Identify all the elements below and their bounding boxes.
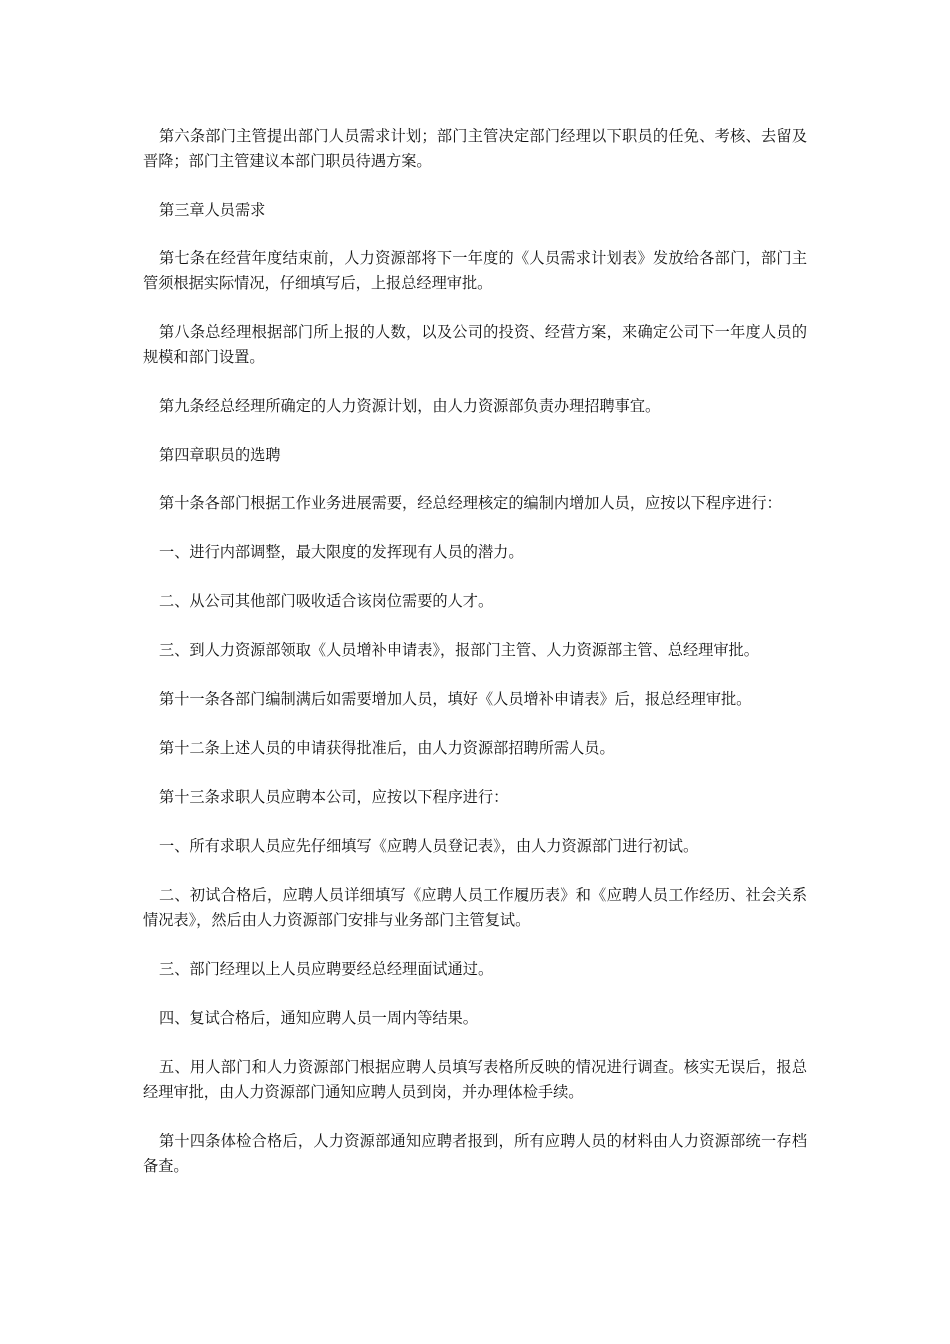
document-page: [143, 124, 807, 1203]
article-8: 第八条总经理根据部门所上报的人数，以及公司的投资、经营方案，来确定公司下一年度人员的规模和部门设置。: [143, 323, 807, 366]
chapter-4-heading: 第四章职员的选聘: [159, 446, 281, 464]
article-14: 第十四条体检合格后，人力资源部通知应聘者报到，所有应聘人员的材料由人力资源部统一存档备查。: [143, 1132, 807, 1175]
article-10-item-2: 二、从公司其他部门吸收适合该岗位需要的人才。: [159, 592, 494, 610]
article-12: 第十二条上述人员的申请获得批准后，由人力资源部招聘所需人员。: [159, 739, 615, 757]
article-13-item-2: 二、初试合格后，应聘人员详细填写《应聘人员工作履历表》和《应聘人员工作经历、社会关系情况表》，然后由人力资源部门安排与业务部门主管复试。: [143, 886, 807, 929]
article-10-item-3: 三、到人力资源部领取《人员增补申请表》，报部门主管、人力资源部主管、总经理审批。: [159, 641, 759, 659]
article-10-item-1: 一、进行内部调整，最大限度的发挥现有人员的潜力。: [159, 543, 524, 561]
article-13-item-1: 一、所有求职人员应先仔细填写《应聘人员登记表》，由人力资源部门进行初试。: [159, 837, 699, 855]
article-11: 第十一条各部门编制满后如需要增加人员，填好《人员增补申请表》后，报总经理审批。: [159, 690, 752, 708]
article-6: 第六条部门主管提出部门人员需求计划；部门主管决定部门经理以下职员的任免、考核、去留及晋降；部门主管建议本部门职员待遇方案。: [143, 127, 807, 170]
article-7: 第七条在经营年度结束前，人力资源部将下一年度的《人员需求计划表》发放给各部门，部门主管须根据实际情况，仔细填写后，上报总经理审批。: [143, 249, 807, 292]
chapter-3-heading: 第三章人员需求: [159, 201, 266, 219]
article-13-item-4: 四、复试合格后，通知应聘人员一周内等结果。: [159, 1009, 478, 1027]
article-13: 第十三条求职人员应聘本公司，应按以下程序进行：: [159, 788, 509, 806]
article-9: 第九条经总经理所确定的人力资源计划，由人力资源部负责办理招聘事宜。: [159, 397, 661, 415]
article-10: 第十条各部门根据工作业务进展需要，经总经理核定的编制内增加人员，应按以下程序进行：: [159, 494, 782, 512]
article-13-item-5: 五、用人部门和人力资源部门根据应聘人员填写表格所反映的情况进行调查。核实无误后，报总经理审批，由人力资源部门通知应聘人员到岗，并办理体检手续。: [143, 1058, 807, 1101]
article-13-item-3: 三、部门经理以上人员应聘要经总经理面试通过。: [159, 960, 494, 978]
